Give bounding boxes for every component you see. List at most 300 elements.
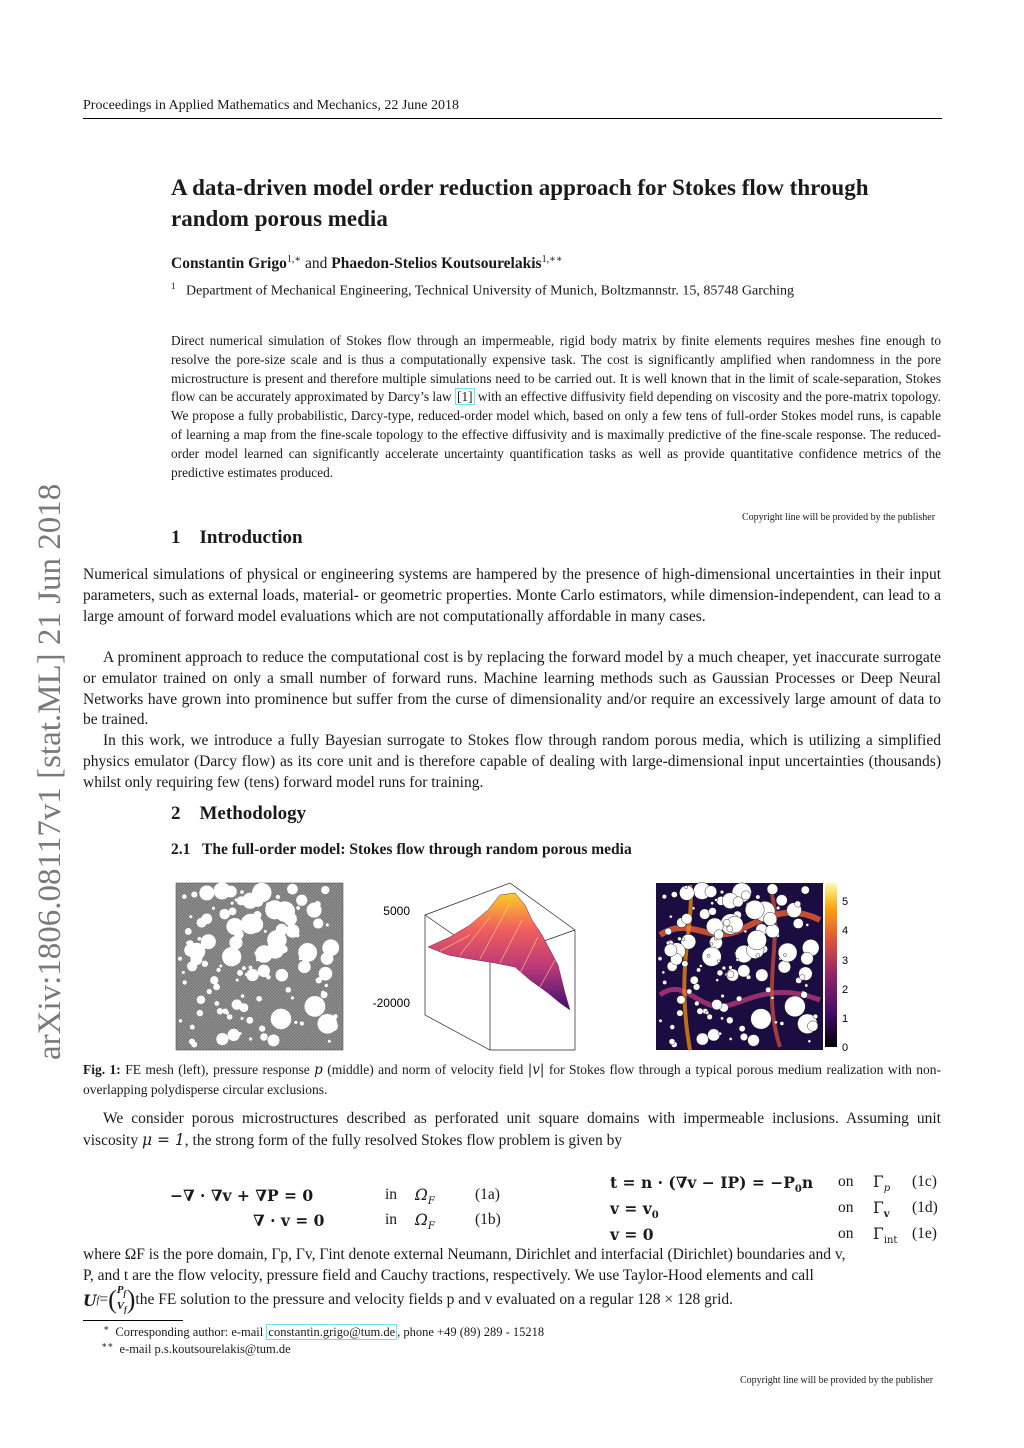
footnote-2-text: e-mail p.s.koutsourelakis@tum.de xyxy=(119,1342,291,1357)
inclusion-circle xyxy=(711,902,714,905)
eq-1c-tail: n xyxy=(801,1173,814,1192)
abstract-text-a: Direct numerical simulation of Stokes flow through an impermeable, rigid body matrix by finite elements requires meshes fine enough to resolve the pore-size scale and is thus a computationally expensive task. The cost is significantly amplified when randomness in the pore microstructure is present and therefore multiple simulations need to be carried out. It is well known that in the limit of scale-separation, Stokes flow can be accurately approximated by Darcy’s law xyxy=(171,333,941,405)
inclusion-circle xyxy=(756,969,768,981)
footnote-2-mark: ∗∗ xyxy=(101,1340,114,1350)
caption-p: p xyxy=(314,1062,323,1078)
vector-bot xyxy=(117,1300,127,1316)
eq-1a-omega: Ω xyxy=(415,1186,428,1204)
inclusion-circle xyxy=(183,980,187,984)
inclusion-circle xyxy=(708,1029,720,1041)
inclusion-circle xyxy=(705,1011,709,1015)
inclusion-circle xyxy=(240,890,244,894)
inclusion-circle xyxy=(260,1033,268,1041)
after-eq-line-3 xyxy=(83,1284,941,1316)
inclusion-circle xyxy=(664,944,677,957)
section-1-number: 1 xyxy=(171,527,181,548)
inclusion-circle xyxy=(268,1034,280,1046)
title-line-1: A data-driven model order reduction approach for Stokes flow through xyxy=(171,175,869,200)
method-text-b: , the strong form of the fully resolved Stokes flow problem is given by xyxy=(184,1131,623,1149)
inclusion-circle xyxy=(232,999,243,1010)
inclusion-circle xyxy=(228,1029,240,1041)
inclusion-circle xyxy=(677,937,681,941)
inclusion-circle xyxy=(806,923,809,926)
inclusion-circle xyxy=(801,991,808,998)
inclusion-circle xyxy=(727,971,734,978)
inclusion-circle xyxy=(253,897,263,907)
inclusion-circle xyxy=(291,996,294,999)
left-paren: ( xyxy=(108,1285,117,1315)
inclusion-circle xyxy=(718,1032,721,1035)
eq-1a-label: (1a) xyxy=(475,1186,500,1203)
arxiv-stamp: arXiv:1806.08117v1 [stat.ML] 21 Jun 2018 xyxy=(32,483,68,1060)
copyright-line-top: Copyright line will be provided by the publisher xyxy=(742,512,936,523)
vector-top-sub: f xyxy=(123,1289,127,1299)
colorbar xyxy=(825,883,837,1047)
inclusion-circle xyxy=(300,1021,304,1025)
caption-text-b: (middle) and norm of velocity field xyxy=(322,1062,528,1077)
inclusion-circle xyxy=(726,1017,733,1024)
vector-top xyxy=(117,1284,127,1300)
eq-1c-sub0: 0 xyxy=(794,1184,802,1196)
footnote-1 xyxy=(103,1323,544,1340)
inclusion-circle xyxy=(264,930,267,933)
author-list xyxy=(171,254,563,273)
vector-bot-sub: f xyxy=(124,1305,127,1315)
inclusion-circle xyxy=(799,975,805,981)
abstract-text-b: with an effective diffusivity field depending on viscosity and the pore-matrix topology. We propose a fully probabilistic, Darcy-type, reduced-order model which, based on only a few tens of full-order Stokes model runs, is capable of learning a map from the fine-scale topology to the effective diffusivity and is maximally predictive of the fine-scale response. The reduced-order model learned can significantly accelerate uncertainty quantification tasks as well as provide quantitative confidence metrics of the predictive estimates produced. xyxy=(171,389,942,480)
eq-1b-omega: Ω xyxy=(415,1211,428,1229)
inclusion-circle xyxy=(771,996,774,999)
eq-1a-in: in xyxy=(385,1186,398,1203)
inclusion-circle xyxy=(709,908,717,916)
eq-1b-label: (1b) xyxy=(475,1211,501,1228)
inclusion-circle xyxy=(736,996,742,1002)
author-and: and xyxy=(305,255,328,273)
affiliation xyxy=(171,281,794,300)
inclusion-circle xyxy=(256,958,259,961)
inclusion-circle xyxy=(805,984,808,987)
inclusion-circle xyxy=(247,926,253,932)
inclusion-circle xyxy=(283,912,296,925)
inclusion-circle xyxy=(229,908,237,916)
after-eq-line-3-text: the FE solution to the pressure and velocity fields p and v evaluated on a regular 128 × 128 grid. xyxy=(135,1291,734,1309)
eq-1a-sub: F xyxy=(427,1196,435,1208)
inclusion-circle xyxy=(222,947,241,966)
inclusion-circle xyxy=(182,971,185,974)
intro-paragraph-3: In this work, we introduce a fully Bayesian surrogate to Stokes flow through random porous media, which is utilizing a simplified physics emulator (Darcy flow) as its core unit and is therefore capable of dealing with large-dimensional input uncertainties (thousands) whilst only requiring few (tens) forward model runs for training. xyxy=(83,732,941,791)
inclusion-circle xyxy=(748,1034,760,1046)
title-line-2: random porous media xyxy=(171,206,388,231)
inclusion-circle xyxy=(795,901,801,907)
eq-1d-gamma: Γ xyxy=(873,1199,884,1217)
author-1-affil: 1,∗ xyxy=(286,254,302,265)
inclusion-circle xyxy=(681,914,692,925)
method-text-a: We consider porous microstructures described as perforated unit square domains with impermeable inclusions. Assuming unit viscosity xyxy=(83,1110,941,1149)
eq-1c-on: on xyxy=(838,1173,854,1190)
eq-1b-domain xyxy=(415,1211,435,1232)
z-tick-5000: 5000 xyxy=(383,904,410,918)
eq-1e-sub: int xyxy=(883,1235,898,1247)
inclusion-circle xyxy=(246,1017,253,1024)
eq-1d-label: (1d) xyxy=(912,1199,938,1216)
author-1: Constantin Grigo xyxy=(171,255,287,273)
inclusion-circle xyxy=(727,926,733,932)
eq-1b-lhs: ∇ · v = 0 xyxy=(253,1211,325,1230)
caption-text-a: FE mesh (left), pressure response xyxy=(120,1062,315,1077)
inclusion-circle xyxy=(230,942,233,945)
footnote-rule xyxy=(83,1320,183,1321)
inclusion-circle xyxy=(237,960,240,963)
inclusion-circle xyxy=(265,900,284,919)
colorbar-tick-3: 3 xyxy=(842,955,849,967)
colorbar-tick-1: 1 xyxy=(842,1013,849,1025)
inclusion-circle xyxy=(756,954,760,958)
inclusion-circle xyxy=(234,930,244,940)
inclusion-circle xyxy=(682,938,685,941)
pressure-surface-panel xyxy=(373,883,575,1050)
section-2-number: 2 xyxy=(171,803,181,824)
inclusion-circle xyxy=(774,1021,777,1024)
affiliation-text: Department of Mechanical Engineering, Technical University of Munich, Boltzmannstr. 15, 85748 Garching xyxy=(186,283,794,299)
inclusion-circle xyxy=(687,989,692,994)
colorbar-tick-2: 2 xyxy=(842,984,849,996)
footnote-1-mark: ∗ xyxy=(103,1323,110,1333)
eq-1d-on: on xyxy=(838,1199,854,1216)
inclusion-circle xyxy=(745,900,764,919)
vector-top-symbol: P xyxy=(116,1284,124,1296)
eq-1d-body: v = v xyxy=(610,1199,652,1218)
paper-title xyxy=(171,172,951,234)
inclusion-circle xyxy=(333,1014,338,1019)
inclusion-circle xyxy=(778,961,791,974)
inclusion-circle xyxy=(217,1008,223,1014)
inclusion-circle xyxy=(242,966,246,970)
inclusion-circle xyxy=(756,895,760,899)
subsection-number: 2.1 xyxy=(171,841,191,858)
colorbar-tick-5: 5 xyxy=(842,896,849,908)
eq-1d-sub: v xyxy=(883,1209,890,1221)
inclusion-circle xyxy=(298,961,311,974)
inclusion-circle xyxy=(744,930,747,933)
inclusion-circle xyxy=(663,980,667,984)
inclusion-circle xyxy=(702,947,721,966)
inclusion-circle xyxy=(705,886,717,898)
inclusion-circle xyxy=(190,1025,195,1030)
inclusion-circle xyxy=(723,919,730,926)
inclusion-circle xyxy=(801,886,809,894)
inclusion-circle xyxy=(184,944,197,957)
inclusion-circle xyxy=(729,1037,732,1040)
inclusion-circle xyxy=(739,1025,745,1031)
inclusion-circle xyxy=(716,979,719,982)
inclusion-circle xyxy=(321,952,334,965)
subsection-title: The full-order model: Stokes flow through random porous media xyxy=(202,841,632,858)
inclusion-circle xyxy=(225,886,237,898)
inclusion-circle xyxy=(321,991,328,998)
inclusion-circle xyxy=(227,954,230,957)
inclusion-circle xyxy=(720,890,724,894)
inclusion-circle xyxy=(741,891,750,900)
inclusion-circle xyxy=(714,930,724,940)
eq-1c-body: t = n · (∇v − IP) = −P xyxy=(610,1173,795,1192)
inclusion-circle xyxy=(801,952,814,965)
email-link[interactable]: constantin.grigo@tum.de xyxy=(268,1325,396,1340)
inclusion-circle xyxy=(763,912,776,925)
inclusion-circle xyxy=(189,915,192,918)
eq-1e-label: (1e) xyxy=(912,1225,937,1242)
inclusion-circle xyxy=(237,970,243,976)
inclusion-circle xyxy=(776,906,780,910)
fe-mesh-panel xyxy=(176,882,343,1050)
author-2: Phaedon-Stelios Koutsourelakis xyxy=(331,255,542,273)
inclusion-circle xyxy=(696,968,700,972)
inclusion-circle xyxy=(304,954,307,957)
caption-label: Fig. 1: xyxy=(83,1062,121,1077)
inclusion-circle xyxy=(227,1014,233,1020)
inclusion-circle xyxy=(214,1001,219,1006)
inclusion-circle xyxy=(669,915,672,918)
section-2-title: Methodology xyxy=(199,803,307,824)
inclusion-circle xyxy=(784,954,787,957)
eq-1b-in: in xyxy=(385,1211,398,1228)
inclusion-circle xyxy=(784,996,805,1017)
inclusion-circle xyxy=(662,971,665,974)
inclusion-circle xyxy=(219,964,222,967)
inclusion-circle xyxy=(793,918,803,928)
header-rule xyxy=(83,118,942,119)
inclusion-circle xyxy=(677,1010,683,1016)
footnote-2 xyxy=(101,1340,291,1357)
inclusion-circle xyxy=(249,1037,252,1040)
inclusion-circle xyxy=(182,894,187,899)
inclusion-circle xyxy=(249,966,253,970)
inclusion-circle xyxy=(210,976,218,984)
section-1-title: Introduction xyxy=(199,527,303,548)
inclusion-circle xyxy=(720,1017,723,1020)
inclusion-circle xyxy=(261,891,270,900)
eq-1d-domain xyxy=(873,1199,890,1220)
inclusion-circle xyxy=(690,976,698,984)
pressure-surface xyxy=(428,893,570,1010)
inclusion-circle xyxy=(259,1025,265,1031)
inclusion-circle xyxy=(710,942,713,945)
inclusion-circle xyxy=(699,909,710,920)
author-2-affil: 1,∗∗ xyxy=(541,254,563,265)
inclusion-circle xyxy=(751,1009,772,1030)
eq-1e-lhs: v = 0 xyxy=(610,1225,654,1244)
inclusion-circle xyxy=(231,902,234,905)
uf-sub: f xyxy=(96,1294,100,1306)
inclusion-circle xyxy=(235,898,238,901)
inclusion-circle xyxy=(313,918,323,928)
inclusion-circle xyxy=(236,979,239,982)
inclusion-circle xyxy=(776,895,787,906)
inclusion-circle xyxy=(191,892,197,898)
caption-text-c: for Stokes flow through a typical porous medium realization with non-overlapping polydisperse circular exclusions. xyxy=(83,1062,942,1097)
inclusion-circle xyxy=(202,938,205,941)
viscosity-math: μ = 1 xyxy=(142,1130,185,1149)
inclusion-circle xyxy=(325,984,328,987)
inclusion-circle xyxy=(697,1008,703,1014)
inclusion-circle xyxy=(304,996,325,1017)
inclusion-circle xyxy=(670,1025,675,1030)
inclusion-circle xyxy=(240,1017,243,1020)
uf-symbol: U xyxy=(83,1290,97,1310)
inclusion-circle xyxy=(287,884,298,895)
colorbar-tick-4: 4 xyxy=(842,925,849,937)
inclusion-circle xyxy=(722,966,726,970)
inclusion-circle xyxy=(747,930,767,950)
inclusion-circle xyxy=(733,897,743,907)
eq-1d-sub0: 0 xyxy=(651,1210,659,1222)
inclusion-circle xyxy=(328,1040,331,1043)
inclusion-circle xyxy=(185,928,192,935)
eq-1e-domain xyxy=(873,1225,897,1246)
eq-1a-lhs: −∇ · ∇v + ∇P = 0 xyxy=(170,1186,314,1205)
inclusion-circle xyxy=(238,1032,241,1035)
inclusion-circle xyxy=(662,894,667,899)
right-paren: ) xyxy=(126,1285,136,1315)
inclusion-circle xyxy=(699,964,702,967)
inclusion-circle xyxy=(712,999,723,1010)
intro-paragraph-2: A prominent approach to reduce the computational cost is by replacing the forward model by a much cheaper, yet inaccurate surrogate or emulator trained on only a small number of forward runs. Machine learning methods such as Gaussian Processes or Deep Neural Networks have grown into prominence but suffer from the curse of dimensionality and/or require an excessively large amount of data to be trained. xyxy=(83,649,941,729)
vector-bot-symbol: V xyxy=(116,1300,125,1313)
affiliation-mark: 1 xyxy=(171,281,176,291)
inclusion-circle xyxy=(694,1001,699,1006)
eq-1c-lhs xyxy=(610,1173,813,1195)
citation-link[interactable]: [1] xyxy=(457,389,473,405)
inclusion-circle xyxy=(692,907,695,910)
inclusion-circle xyxy=(315,901,321,907)
inclusion-circle xyxy=(216,968,220,972)
figure-caption xyxy=(83,1060,941,1099)
inclusion-circle xyxy=(285,987,291,993)
section-2-heading xyxy=(171,803,306,825)
running-header: Proceedings in Applied Mathematics and Mechanics, 22 June 2018 xyxy=(83,98,459,113)
abstract xyxy=(171,332,941,482)
inclusion-circle xyxy=(671,892,677,898)
inclusion-circle xyxy=(276,969,288,981)
eq-1b-sub: F xyxy=(427,1221,435,1233)
inclusion-circle xyxy=(319,975,325,981)
footnote-1-text-a: Corresponding author: e-mail xyxy=(115,1325,267,1340)
eq-1e-gamma: Γ xyxy=(873,1225,884,1243)
inclusion-circle xyxy=(197,995,206,1004)
inclusion-circle xyxy=(225,1011,229,1015)
eq-1a-domain xyxy=(415,1186,435,1207)
inclusion-circle xyxy=(707,1014,713,1020)
inclusion-circle xyxy=(258,965,270,977)
inclusion-circle xyxy=(767,884,778,895)
inclusion-circle xyxy=(808,1040,811,1043)
inclusion-circle xyxy=(294,1021,297,1024)
after-eq-line-1: where ΩF is the pore domain, Γp, Γv, Γint denote external Neumann, Dirichlet and interfacial (Dirichlet) boundaries and v, xyxy=(83,1246,846,1263)
inclusion-circle xyxy=(677,995,686,1004)
uf-equals: = xyxy=(99,1291,109,1309)
inclusion-circle xyxy=(738,965,750,977)
eq-1c-domain xyxy=(873,1173,890,1194)
inclusion-circle xyxy=(216,1033,228,1045)
inclusion-circle xyxy=(321,886,329,894)
inclusion-circle xyxy=(658,957,662,961)
inclusion-circle xyxy=(197,1010,203,1016)
copyright-line-bottom: Copyright line will be provided by the publisher xyxy=(740,1375,934,1386)
inclusion-circle xyxy=(813,1014,818,1019)
inclusion-circle xyxy=(696,1033,708,1045)
inclusion-circle xyxy=(682,961,688,967)
z-tick-minus-20000: -20000 xyxy=(372,996,410,1010)
uf-vector xyxy=(117,1284,127,1316)
inclusion-circle xyxy=(665,928,672,935)
inclusion-circle xyxy=(207,989,212,994)
inclusion-circle xyxy=(276,954,280,958)
inclusion-circle xyxy=(189,1039,195,1045)
inclusion-circle xyxy=(178,957,182,961)
inclusion-circle xyxy=(271,1009,292,1030)
inclusion-circle xyxy=(780,1021,784,1025)
inclusion-circle xyxy=(197,937,201,941)
inclusion-circle xyxy=(247,971,254,978)
inclusion-circle xyxy=(267,930,287,950)
caption-v: |v| xyxy=(527,1062,545,1078)
inclusion-circle xyxy=(721,994,725,998)
intro-paragraph-1: Numerical simulations of physical or engineering systems are hampered by the presence of high-dimensional uncertainties in their input parameters, such as external loads, material- or geometric properties. Monte Carlo estimators, while dimension-independent, can lead to a large amount of forward model evaluations which are not computationally affordable in many cases. xyxy=(83,566,941,625)
method-paragraph xyxy=(83,1109,941,1152)
eq-1e-on: on xyxy=(838,1225,854,1242)
inclusion-circle xyxy=(219,909,230,920)
inclusion-circle xyxy=(286,924,300,938)
inclusion-circle xyxy=(765,987,771,993)
inclusion-circle xyxy=(256,996,262,1002)
inclusion-circle xyxy=(241,994,245,998)
inclusion-circle xyxy=(296,895,307,906)
section-1-heading xyxy=(171,527,303,549)
inclusion-circle xyxy=(740,1033,748,1041)
inclusion-circle xyxy=(201,914,212,925)
inclusion-circle xyxy=(213,983,220,990)
inclusion-circle xyxy=(717,960,720,963)
subsection-2-1-heading xyxy=(171,841,632,859)
eq-1c-label: (1c) xyxy=(912,1173,937,1190)
inclusion-circle xyxy=(179,1019,182,1022)
after-eq-line-2: P, and t are the flow velocity, pressure field and Cauchy tractions, respectively. We use Taylor-Hood elements and call xyxy=(83,1267,814,1284)
eq-1c-gamma: Γ xyxy=(873,1173,884,1191)
inclusion-circle xyxy=(766,924,780,938)
figure-1 xyxy=(170,875,890,1055)
inclusion-circle xyxy=(659,1019,662,1022)
inclusion-circle xyxy=(715,898,718,901)
inclusion-circle xyxy=(298,943,317,962)
inclusion-circle xyxy=(328,1021,338,1031)
inclusion-circle xyxy=(212,907,215,910)
inclusion-circle xyxy=(326,923,329,926)
inclusion-circle xyxy=(243,919,250,926)
inclusion-circle xyxy=(202,961,208,967)
inclusion-circle xyxy=(808,1021,818,1031)
inclusion-circle xyxy=(669,1039,675,1045)
inclusion-circle xyxy=(707,954,710,957)
inclusion-circle xyxy=(717,970,723,976)
inclusion-circle xyxy=(685,886,688,889)
eq-1d-lhs xyxy=(610,1199,659,1221)
velocity-norm-panel xyxy=(656,882,848,1054)
colorbar-tick-0: 0 xyxy=(842,1042,849,1054)
inclusion-circle xyxy=(296,906,300,910)
inclusion-circle xyxy=(205,886,208,889)
inclusion-circle xyxy=(276,895,280,899)
footnote-1-text-b: , phone +49 (89) 289 - 15218 xyxy=(397,1325,545,1340)
eq-1c-sub: p xyxy=(883,1183,891,1195)
